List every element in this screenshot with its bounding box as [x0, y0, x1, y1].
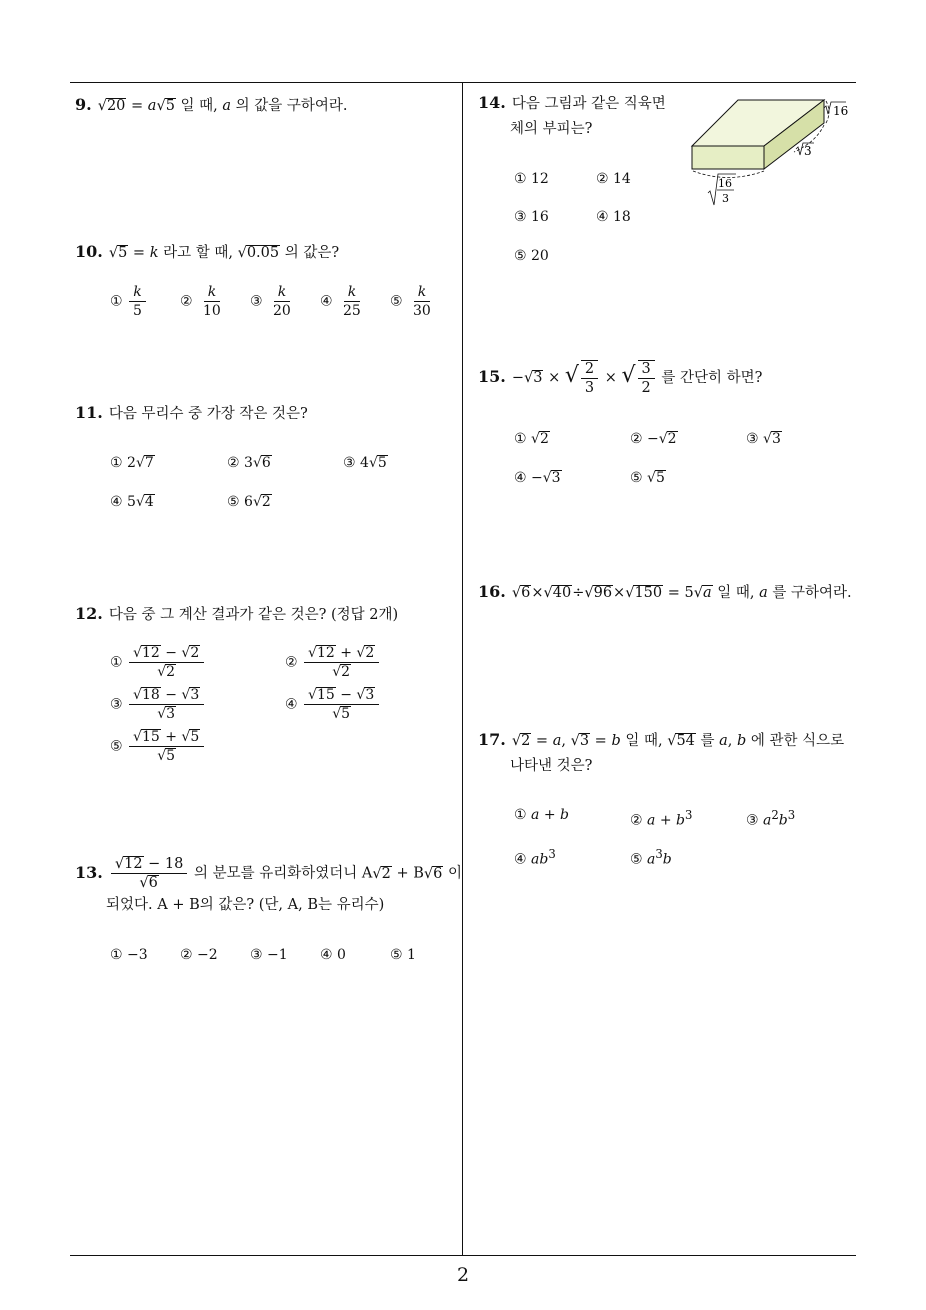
q14-option-1[interactable]: ① 12: [514, 171, 549, 187]
q10-option-4[interactable]: ④ $\frac{k}{25}$: [320, 284, 361, 319]
question-number: 9.: [75, 95, 92, 114]
q17-option-5[interactable]: ⑤ $a^3b$: [630, 847, 672, 868]
length-label-denominator: 3: [722, 192, 729, 205]
q12-option-4[interactable]: ④ $\frac{√15 - √3}{√5}$: [285, 687, 381, 722]
q10-option-2[interactable]: ② $\frac{k}{10}$: [180, 284, 221, 319]
q12-option-5[interactable]: ⑤ $\frac{√15 + √5}{√5}$: [110, 729, 206, 764]
q14-option-3[interactable]: ③ 16: [514, 209, 549, 225]
q15-option-3[interactable]: ③ √3: [746, 431, 781, 447]
q17-option-1[interactable]: ① a + b: [514, 807, 569, 823]
question-number: 16.: [478, 582, 506, 601]
q15-option-4[interactable]: ④ −√3: [514, 470, 561, 486]
question-14: 14. 다음 그림과 같은 직육면: [478, 93, 666, 112]
q13-option-5[interactable]: ⑤ 1: [390, 947, 416, 963]
question-16: 16. √6×√40÷√96×√150 = 5√a 일 때, a 를 구하여라.: [478, 582, 852, 601]
question-number: 15.: [478, 367, 506, 386]
top-rule: [70, 82, 856, 83]
page-number: 2: [456, 1264, 470, 1286]
bottom-rule: [70, 1255, 856, 1256]
q10-option-1[interactable]: ① $\frac{k}{5}$: [110, 284, 148, 319]
q14-option-4[interactable]: ④ 18: [596, 209, 631, 225]
question-15: 15. −√3 × √ $\frac{2}{3}$ × √ $\frac{3}{2}$ 를 간단히 하면?: [478, 361, 763, 396]
q15-option-1[interactable]: ① √2: [514, 431, 549, 447]
q12-option-1[interactable]: ① $\frac{√12 - √2}{√2}$: [110, 645, 206, 680]
q13-option-2[interactable]: ② −2: [180, 947, 218, 963]
q13-option-4[interactable]: ④ 0: [320, 947, 346, 963]
q11-option-3[interactable]: ③ 4√5: [343, 455, 387, 471]
question-number: 11.: [75, 403, 103, 422]
q13-option-1[interactable]: ① −3: [110, 947, 148, 963]
cuboid-figure: [688, 94, 858, 209]
question-13-line-2: 되었다. A + B의 값은? (단, A, B는 유리수): [106, 897, 385, 913]
q11-option-1[interactable]: ① 2√7: [110, 455, 154, 471]
q11-option-2[interactable]: ② 3√6: [227, 455, 271, 471]
q11-option-5[interactable]: ⑤ 6√2: [227, 494, 271, 510]
q12-option-3[interactable]: ③ $\frac{√18 - √3}{√3}$: [110, 687, 206, 722]
question-13: 13. $\frac{√12 - 18}{√6}$ 의 분모를 유리화하였더니 A√2 + B√6 이: [75, 856, 462, 891]
q15-option-2[interactable]: ② −√2: [630, 431, 677, 447]
q13-option-3[interactable]: ③ −1: [250, 947, 288, 963]
cuboid-front-face: [692, 146, 764, 169]
question-17: 17. √2 = a, √3 = b 일 때, √54 를 a, b 에 관한 식으로: [478, 730, 845, 749]
question-11: 11. 다음 무리수 중 가장 작은 것은?: [75, 403, 308, 422]
question-number: 13.: [75, 862, 103, 882]
q17-option-3[interactable]: ③ $a^2b^3$: [746, 808, 796, 829]
q17-option-4[interactable]: ④ $ab^3$: [514, 847, 556, 868]
question-number: 14.: [478, 93, 506, 112]
depth-label: 3: [804, 144, 812, 158]
question-14-line-2: 체의 부피는?: [510, 121, 593, 137]
question-17-line-2: 나타낸 것은?: [510, 758, 593, 774]
column-divider: [462, 82, 463, 1256]
q11-option-4[interactable]: ④ 5√4: [110, 494, 154, 510]
q14-option-2[interactable]: ② 14: [596, 171, 631, 187]
question-12: 12. 다음 중 그 계산 결과가 같은 것은? (정답 2개): [75, 604, 399, 623]
q15-option-5[interactable]: ⑤ √5: [630, 470, 665, 486]
q10-option-5[interactable]: ⑤ $\frac{k}{30}$: [390, 284, 431, 319]
height-label: 16: [833, 104, 849, 118]
question-number: 10.: [75, 242, 103, 261]
q10-option-3[interactable]: ③ $\frac{k}{20}$: [250, 284, 291, 319]
question-10: 10. √5 = k 라고 할 때, √0.05 의 값은?: [75, 242, 340, 261]
q14-option-5[interactable]: ⑤ 20: [514, 248, 549, 264]
question-number: 17.: [478, 730, 506, 749]
q12-option-2[interactable]: ② $\frac{√12 + √2}{√2}$: [285, 645, 381, 680]
length-label-numerator: 16: [718, 177, 732, 190]
question-number: 12.: [75, 604, 103, 623]
q17-option-2[interactable]: ② $a + b^3$: [630, 808, 693, 829]
question-9: 9. √20 = a√5 일 때, a 의 값을 구하여라.: [75, 95, 348, 114]
